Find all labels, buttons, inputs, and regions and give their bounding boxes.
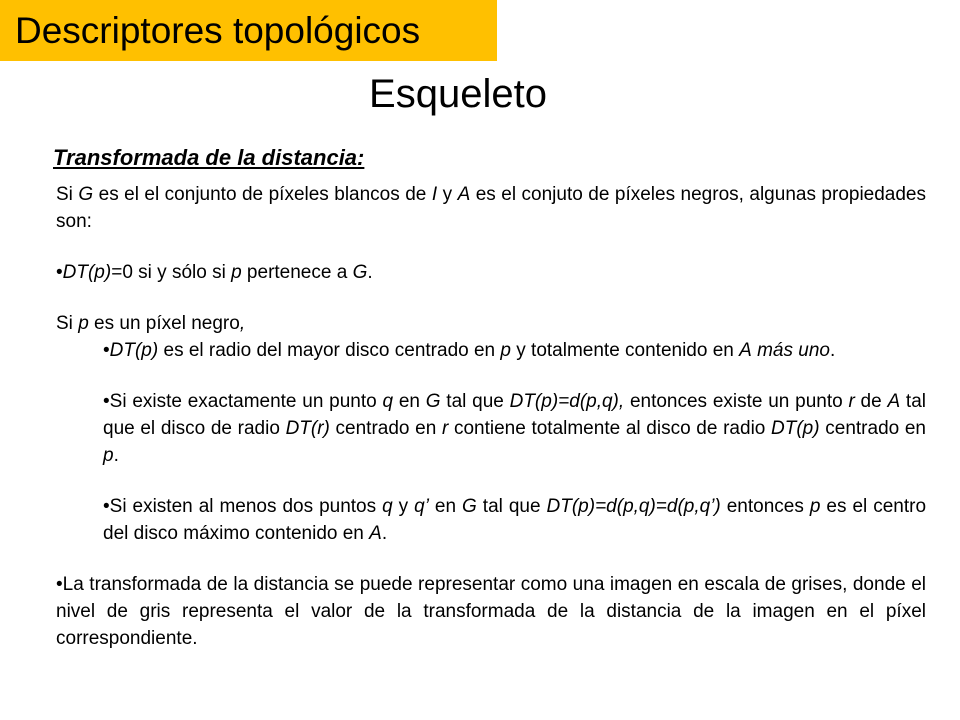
italic-text: , [239, 313, 246, 334]
text-segment: •La transformada de la distancia se puede representar como una imagen en escala de grises, donde el nivel de gris representa el valor de la transformada de la distancia de la imagen en el píxel correspondiente. [56, 574, 926, 649]
paragraph-one-point [56, 388, 926, 469]
italic-text: r [441, 418, 449, 439]
text-segment: centrado en [819, 418, 926, 439]
text-segment: en [428, 496, 463, 517]
text-segment: es el centro del disco máximo contenido en [103, 496, 927, 544]
spacer [56, 469, 926, 493]
italic-text: q [382, 496, 393, 517]
text-segment: tal que el disco de radio [103, 391, 926, 439]
text-segment: de [854, 391, 888, 412]
text-segment: es el radio del mayor disco centrado en [158, 340, 501, 361]
text-segment: en [393, 391, 426, 412]
paragraph-dt-zero [56, 259, 926, 286]
text-segment: •Si existe exactamente un punto [103, 391, 383, 412]
text-segment: • [103, 340, 110, 361]
text-segment: y [437, 184, 458, 205]
italic-text: A [369, 523, 382, 544]
title-banner [0, 0, 497, 61]
italic-text: p [103, 445, 114, 466]
italic-text: p [78, 313, 89, 334]
italic-text: G [462, 496, 477, 517]
italic-text: DT(p)=d(p,q), [509, 391, 625, 412]
text-segment: •Si existen al menos dos puntos [103, 496, 383, 517]
text-segment: • [56, 262, 63, 283]
text-segment: entonces existe un punto [624, 391, 849, 412]
text-segment: . [829, 340, 836, 361]
body-text [56, 181, 926, 652]
italic-text: r [848, 391, 855, 412]
italic-text: G [425, 391, 441, 412]
italic-text: p [500, 340, 511, 361]
italic-text: DT(p) [771, 418, 820, 439]
italic-text: DT(r) [285, 418, 330, 439]
paragraph-black-pixel [56, 310, 926, 337]
text-segment: y [392, 496, 415, 517]
text-segment: . [367, 262, 373, 283]
italic-text: p [231, 262, 242, 283]
text-segment: contiene totalmente al disco de radio [448, 418, 772, 439]
text-segment: tal que [440, 391, 510, 412]
text-segment: . [113, 445, 119, 466]
italic-text: I [431, 184, 438, 205]
text-segment: Si [56, 313, 79, 334]
italic-text: q [382, 391, 394, 412]
paragraph-two-points [56, 493, 926, 547]
italic-text: DT(p) [62, 262, 112, 283]
spacer [56, 364, 926, 388]
text-segment: =0 si y sólo si [111, 262, 232, 283]
italic-text: G [352, 262, 368, 283]
spacer [56, 547, 926, 571]
italic-text: q’ [414, 496, 429, 517]
italic-text: p [809, 496, 821, 517]
slide-heading: Esqueleto [369, 72, 547, 116]
text-segment: es el conjuto de píxeles negros, algunas propiedades son: [56, 184, 927, 232]
spacer [56, 286, 926, 310]
text-segment: entonces [720, 496, 810, 517]
text-segment: es el el conjunto de píxeles blancos de [93, 184, 432, 205]
spacer [56, 235, 926, 259]
text-segment: y totalmente contenido en [510, 340, 740, 361]
italic-text: A [887, 391, 901, 412]
paragraph-intro [56, 181, 926, 235]
text-segment: Si [56, 184, 79, 205]
italic-text: DT(p)=d(p,q)=d(p,q’) [546, 496, 721, 517]
italic-text: A [739, 340, 752, 361]
paragraph-grayscale [56, 571, 926, 652]
paragraph-dt-radius [56, 337, 926, 364]
text-segment: tal que [476, 496, 547, 517]
italic-text: G [78, 184, 94, 205]
italic-text: DT(p) [109, 340, 159, 361]
text-segment: . [381, 523, 388, 544]
text-segment: es un píxel negro [88, 313, 240, 334]
italic-text: A [457, 184, 471, 205]
section-title: Transformada de la distancia: [53, 145, 365, 170]
italic-text: más uno [757, 340, 830, 361]
text-segment: pertenece a [241, 262, 353, 283]
banner-title: Descriptores topológicos [15, 10, 421, 51]
text-segment: centrado en [329, 418, 442, 439]
